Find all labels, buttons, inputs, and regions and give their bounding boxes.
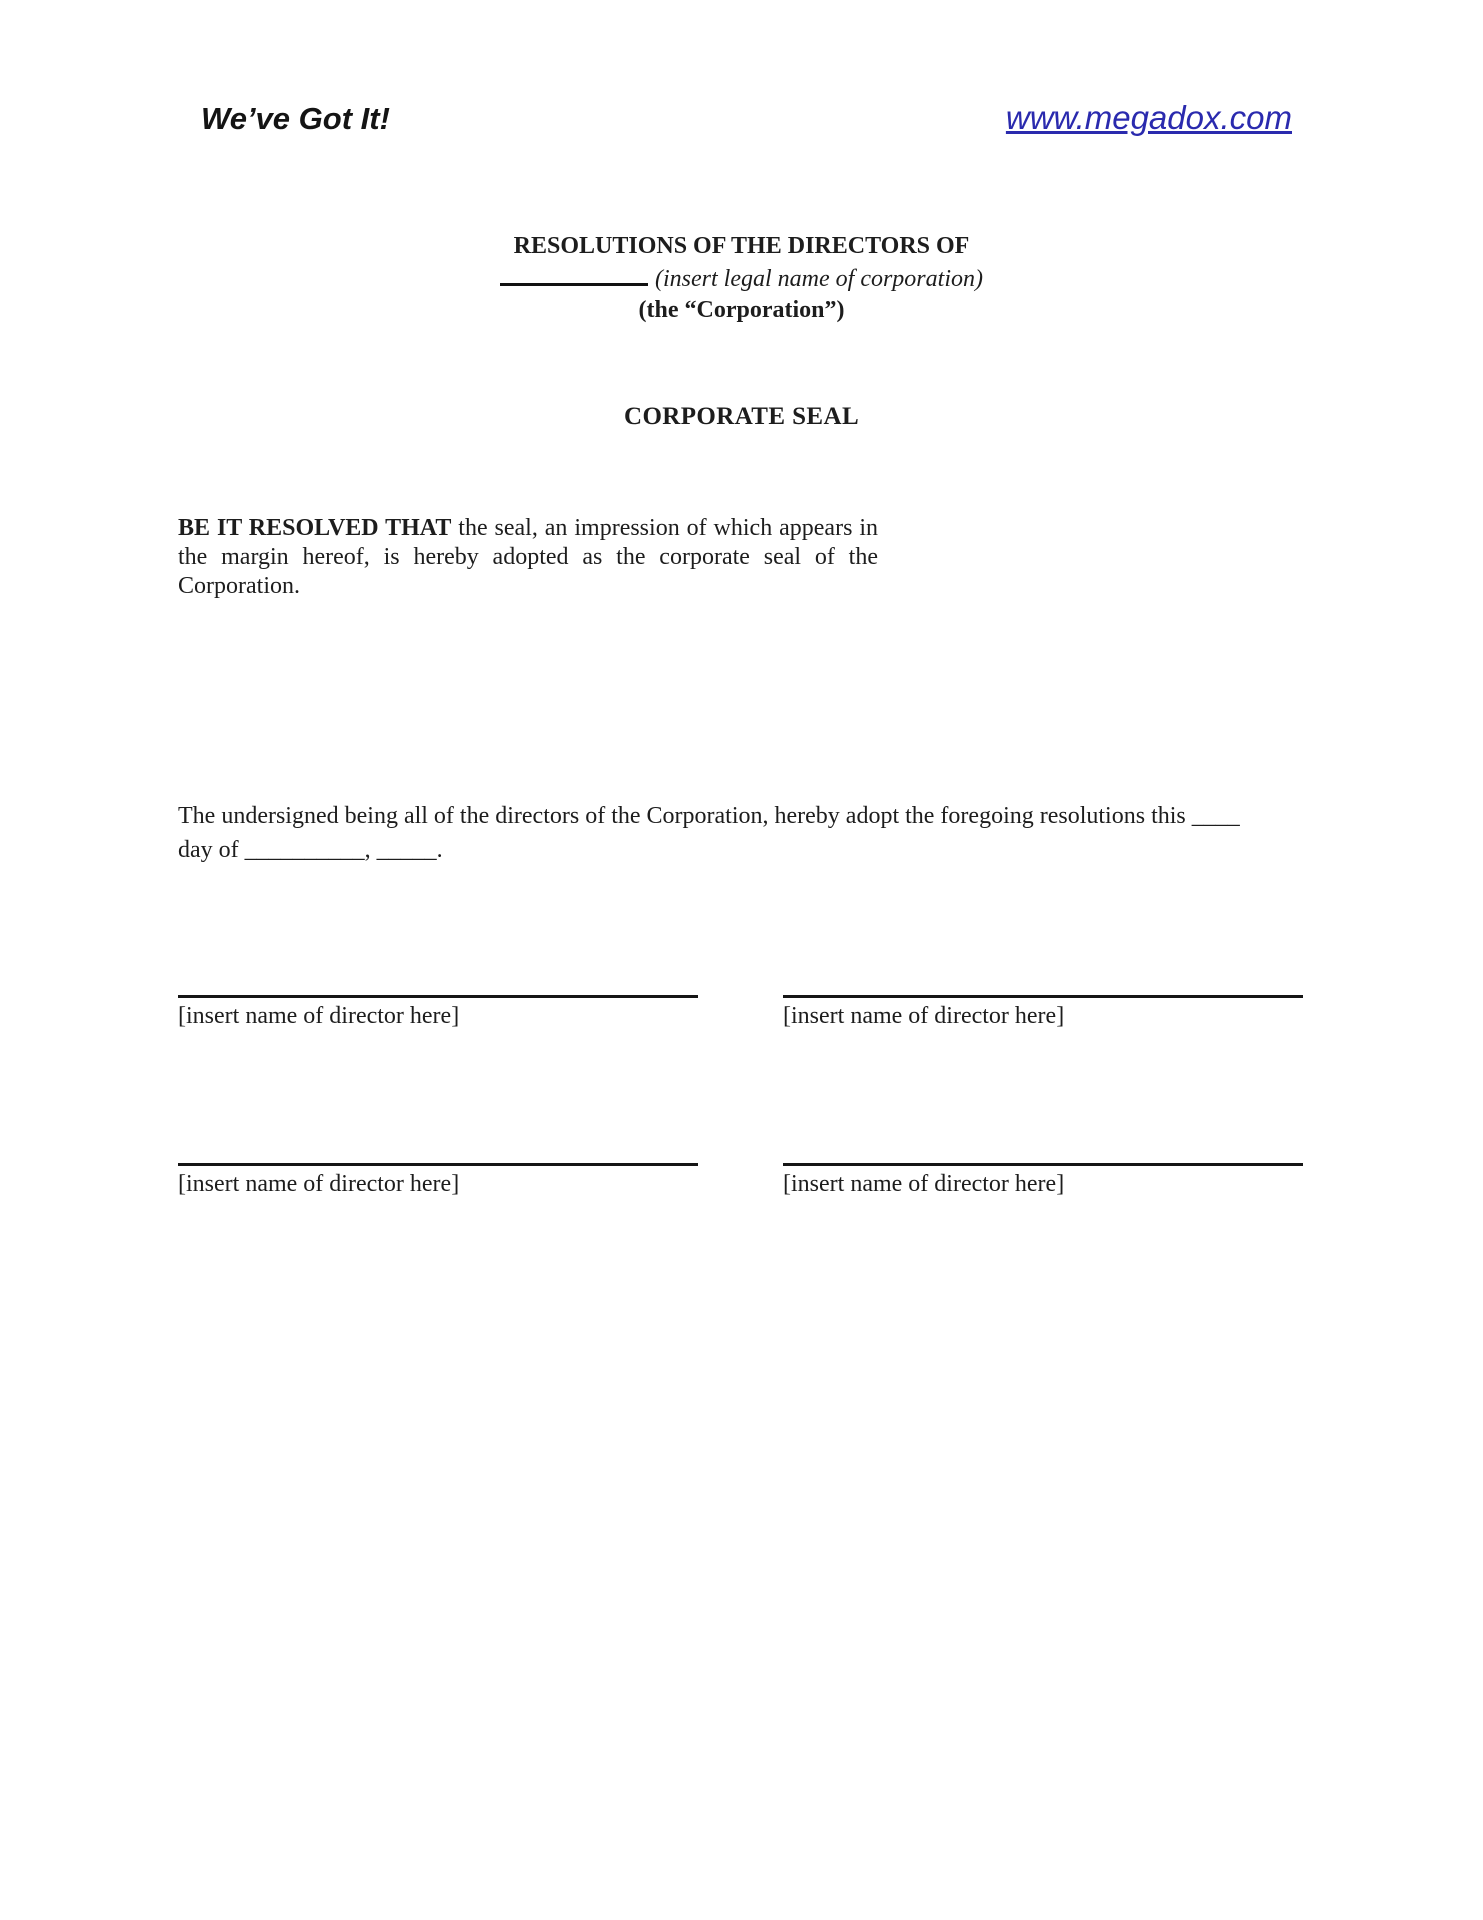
resolution-line-2: the margin hereof, is hereby adopted as the corporate seal of the [178,544,878,570]
corporation-name-line [0,262,1483,295]
resolution-line-1 [178,514,878,543]
signature-line [783,995,1303,998]
signature-block [178,1163,698,1198]
website-link[interactable]: www.megadox.com [1005,99,1292,136]
signature-block [783,995,1303,1030]
signature-label: [insert name of director here] [783,1003,1065,1029]
corporation-name-hint: (insert legal name of corporation) [655,266,983,292]
adoption-line-2: day of __________, _____. [178,837,443,863]
signature-line [178,1163,698,1166]
resolution-lead: BE IT RESOLVED THAT [178,515,452,541]
brand-tagline: We’ve Got It! [201,101,390,136]
document-title-block [0,231,1483,326]
resolution-line-1-rest: the seal, an impression of which appears in [451,515,879,541]
corporation-defined-term: (the “Corporation”) [638,297,845,323]
section-heading: CORPORATE SEAL [623,403,860,430]
corporation-name-blank [500,262,648,286]
signature-block [783,1163,1303,1198]
signature-block [178,995,698,1030]
signature-line [178,995,698,998]
resolution-paragraph [178,514,878,601]
document-title: RESOLUTIONS OF THE DIRECTORS OF [513,233,970,259]
resolution-line-3: Corporation. [178,573,300,599]
signature-label: [insert name of director here] [783,1171,1065,1197]
adoption-line-1: The undersigned being all of the directors of the Corporation, hereby adopt the foregoing resolutions this ____ [178,803,1240,829]
adoption-paragraph [178,799,1343,867]
signature-label: [insert name of director here] [178,1003,460,1029]
signature-label: [insert name of director here] [178,1171,460,1197]
signature-line [783,1163,1303,1166]
